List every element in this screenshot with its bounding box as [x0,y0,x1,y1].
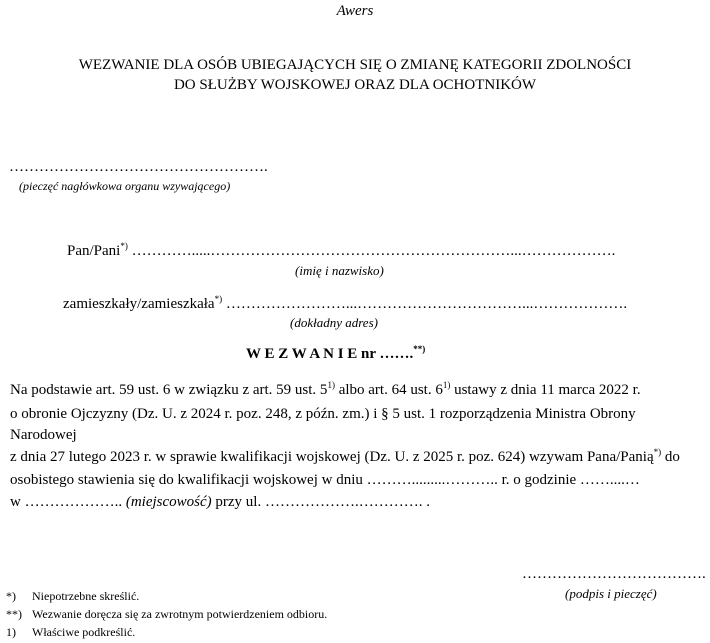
signature-dots: ………………………………. [522,566,706,582]
address-dots: ……………………...……………………………...………………. [222,296,628,312]
body-line-6 [10,494,430,511]
title-line-2: DO SŁUŻBY WOJSKOWEJ ORAZ DLA OCHOTNIKÓW [173,77,537,93]
footnote-text: Właściwe podkreślić. [32,625,136,639]
stamp-dots: ……………………………………………. [9,159,268,175]
recipient-line [67,243,615,260]
signature-caption: (podpis i pieczęć) [565,586,657,601]
body-text: Na podstawie art. 59 ust. 6 w związku z art. 59 ust. 5 [10,382,328,398]
recipient-caption: (imię i nazwisko) [295,263,384,278]
body-line-5: osobistego stawienia się do kwalifikacji wojskowej w dniu ……….........……….. r. o godzinie ……....… [10,472,640,488]
body-text: ustawy z dnia 11 marca 2022 r. [450,382,641,398]
body-line-3: Narodowej [10,427,77,443]
body-text: do [661,449,680,465]
body-line-4 [10,449,680,466]
recipient-footnote-mark: *) [120,241,128,251]
footnote-mark: 1) [6,625,16,639]
footnote-text: Niepotrzebne skreślić. [32,589,140,603]
body-text: z dnia 27 lutego 2023 r. w sprawie kwalifikacji wojskowej (Dz. U. z 2025 r. poz. 624) wzywam Pana/Panią [10,449,654,465]
footnote-mark: *) [653,447,662,457]
title-line-1: WEZWANIE DLA OSÓB UBIEGAJĄCYCH SIĘ O ZMIANĘ KATEGORII ZDOLNOŚCI [78,57,632,73]
body-line-1 [10,382,677,399]
footnote-mark: *) [6,589,16,603]
address-caption: (dokładny adres) [290,315,378,330]
body-line-1-content [10,382,641,399]
body-text: albo art. 64 ust. 6 [334,382,443,398]
footnote-text: Wezwanie doręcza się za zwrotnym potwierdzeniem odbioru. [32,607,328,621]
summons-heading [246,346,425,363]
footnote-mark: 1) [442,380,451,390]
place-caption: (miejscowość) [125,494,212,510]
summons-label: W E Z W A N I E nr ……. [246,346,414,362]
stamp-caption: (pieczęć nagłówkowa organu wzywającego) [19,179,231,193]
body-text: przy ul. ……………….…………. . [211,494,430,510]
summons-footnote-mark: **) [413,344,426,354]
footnote-mark: 1) [327,380,335,390]
recipient-label: Pan/Pani [67,243,121,259]
address-label: zamieszkały/zamieszkała [63,296,215,312]
body-line-2: o obronie Ojczyzny (Dz. U. z 2024 r. poz. 248, z późn. zm.) i § 5 ust. 1 rozporządzenia Ministra Obrony [10,406,636,422]
address-footnote-mark: *) [214,294,223,304]
recipient-dots: ………….....……………………………………………………...………………. [127,243,616,259]
body-text: w ……………….. [10,494,126,510]
footnote-mark: **) [6,607,22,621]
address-line [63,296,627,313]
side-label: Awers [336,3,374,19]
